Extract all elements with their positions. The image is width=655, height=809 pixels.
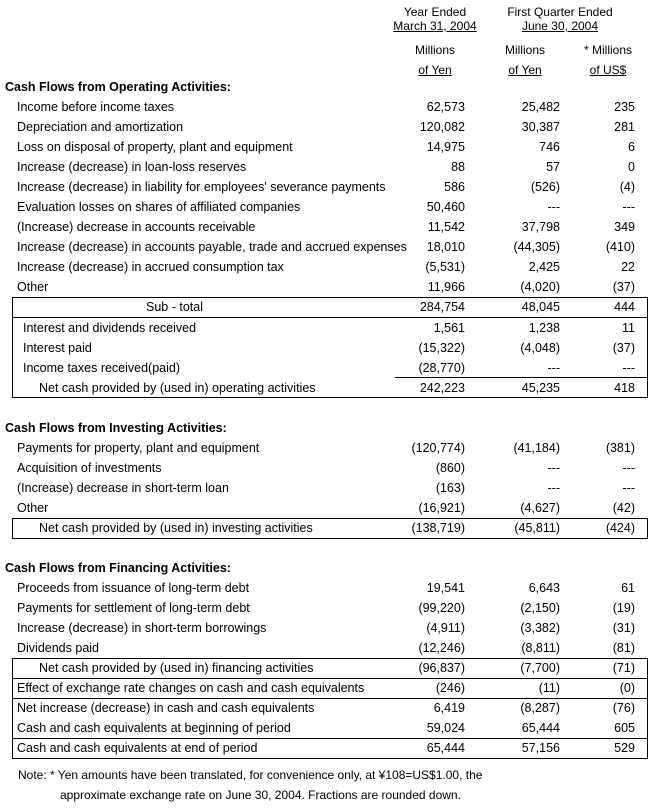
row-label: Evaluation losses on shares of affiliated companies	[17, 200, 301, 214]
table-row	[0, 277, 655, 297]
row-label: Income before income taxes	[17, 100, 175, 114]
total-row	[0, 658, 655, 678]
value-q1-usd: 61	[621, 581, 635, 595]
table-row	[0, 458, 655, 478]
value-q1-yen: ---	[547, 461, 560, 475]
table-row	[0, 177, 655, 197]
rule-line	[12, 297, 648, 298]
value-q1-yen: 45,235	[521, 381, 560, 395]
row-label: Interest paid	[23, 341, 92, 355]
value-q1-yen: 2,425	[528, 260, 560, 274]
value-q1-usd: (424)	[605, 521, 635, 535]
col3-unit	[566, 40, 650, 80]
value-q1-usd: ---	[622, 200, 635, 214]
value-fy2004: (860)	[435, 461, 465, 475]
value-q1-yen: (44,305)	[513, 240, 560, 254]
row-label: Payments for property, plant and equipment	[17, 441, 260, 455]
row-label: Cash and cash equivalents at beginning of period	[17, 721, 291, 735]
row-label: Loss on disposal of property, plant and equipment	[17, 140, 293, 154]
row-label: Cash and cash equivalents at end of period	[17, 741, 258, 755]
value-fy2004: 11,542	[427, 220, 465, 234]
value-q1-yen: (45,811)	[514, 521, 560, 535]
row-label: Increase (decrease) in short-term borrowings	[17, 621, 267, 635]
rule-line	[12, 738, 648, 739]
subtotal-row	[0, 297, 655, 317]
row-label: Net cash provided by (used in) financing activities	[39, 661, 314, 675]
value-q1-usd: 418	[614, 381, 635, 395]
table-row	[0, 358, 655, 378]
table-row	[0, 678, 655, 698]
value-q1-usd: (37)	[612, 341, 635, 355]
value-fy2004: 14,975	[426, 140, 465, 154]
section-label: Cash Flows from Financing Activities:	[5, 561, 231, 575]
value-q1-yen: (4,020)	[520, 280, 560, 294]
value-q1-usd: 11	[622, 321, 635, 335]
value-q1-yen: 25,482	[521, 100, 560, 114]
value-fy2004: 11,966	[427, 280, 465, 294]
value-fy2004: (5,531)	[425, 260, 465, 274]
value-fy2004: (15,322)	[418, 341, 465, 355]
value-q1-yen: (41,184)	[513, 441, 560, 455]
rule-line	[12, 678, 648, 679]
row-label: Proceeds from issuance of long-term debt	[17, 581, 250, 595]
value-q1-yen: 57	[546, 160, 560, 174]
table-row	[0, 438, 655, 458]
col2-unit-line4: of Yen	[508, 63, 542, 77]
section-label: Cash Flows from Operating Activities:	[5, 80, 231, 94]
row-label: Sub - total	[146, 300, 203, 314]
row-label: Income taxes received(paid)	[23, 361, 181, 375]
value-fy2004: (99,220)	[418, 601, 465, 615]
table-row	[0, 338, 655, 358]
table-border-left	[12, 518, 13, 539]
table-row	[0, 137, 655, 157]
total-row	[0, 378, 655, 398]
value-q1-usd: 349	[614, 220, 635, 234]
table-row	[0, 498, 655, 518]
col2-unit-line3: Millions	[504, 43, 545, 57]
value-q1-yen: 37,798	[521, 220, 560, 234]
value-q1-yen: 30,387	[521, 120, 560, 134]
col2-header-line2: June 30, 2004	[521, 19, 599, 33]
value-q1-usd: (381)	[605, 441, 635, 455]
row-label: Increase (decrease) in liability for employees' severance payments	[17, 180, 386, 194]
row-label: (Increase) decrease in short-term loan	[17, 481, 229, 495]
table-border-left	[12, 297, 13, 398]
table-row	[0, 197, 655, 217]
col1-unit	[395, 40, 475, 80]
col2-header-line1: First Quarter Ended	[507, 5, 613, 19]
section-heading	[0, 77, 655, 97]
table-border-right	[647, 297, 648, 398]
value-q1-usd: (37)	[612, 280, 635, 294]
rule-line	[12, 698, 648, 699]
table-row	[0, 97, 655, 117]
value-fy2004: 120,082	[419, 120, 465, 134]
col1-header-line1: Year Ended	[403, 5, 467, 19]
rule-line	[12, 758, 648, 759]
value-q1-usd: (0)	[619, 681, 635, 695]
value-fy2004: (4,911)	[426, 621, 465, 635]
value-q1-usd: (410)	[605, 240, 635, 254]
rule-line	[395, 377, 648, 378]
value-q1-yen: 746	[539, 140, 560, 154]
value-q1-yen: (2,150)	[520, 601, 560, 615]
rule-line	[12, 397, 648, 398]
value-fy2004: 19,541	[426, 581, 465, 595]
table-row	[0, 738, 655, 758]
value-fy2004: 88	[451, 160, 465, 174]
value-fy2004: 50,460	[426, 200, 465, 214]
total-row	[0, 518, 655, 538]
value-fy2004: (96,837)	[418, 661, 465, 675]
value-q1-yen: (3,382)	[520, 621, 560, 635]
value-q1-yen: 6,643	[528, 581, 560, 595]
footnote-line2: approximate exchange rate on June 30, 2004. Fractions are rounded down.	[60, 788, 461, 802]
value-q1-usd: (4)	[619, 180, 635, 194]
value-q1-yen: 1,238	[528, 321, 560, 335]
row-label: Increase (decrease) in loan-loss reserves	[17, 160, 247, 174]
value-fy2004: (28,770)	[418, 361, 465, 375]
value-q1-yen: 48,045	[521, 300, 560, 314]
value-fy2004: (16,921)	[418, 501, 465, 515]
value-q1-yen: ---	[547, 361, 560, 375]
table-row	[0, 718, 655, 738]
value-fy2004: (120,774)	[411, 441, 465, 455]
value-fy2004: 242,223	[419, 381, 465, 395]
rule-line	[12, 658, 648, 659]
value-fy2004: 18,010	[426, 240, 465, 254]
value-fy2004: 1,561	[433, 321, 465, 335]
value-q1-usd: (31)	[612, 621, 635, 635]
table-row	[0, 638, 655, 658]
value-fy2004: (163)	[435, 481, 465, 495]
table-row	[0, 618, 655, 638]
row-label: Effect of exchange rate changes on cash and cash equivalents	[17, 681, 365, 695]
value-q1-yen: (526)	[530, 180, 560, 194]
value-q1-usd: (81)	[612, 641, 635, 655]
value-q1-usd: 235	[614, 100, 635, 114]
col1-unit-line3: Millions	[414, 43, 455, 57]
value-q1-usd: 529	[614, 741, 635, 755]
col2-unit	[485, 40, 565, 80]
table-row	[0, 237, 655, 257]
table-row	[0, 318, 655, 338]
value-fy2004: 586	[444, 180, 465, 194]
row-label: Net cash provided by (used in) operating activities	[39, 381, 316, 395]
row-label: (Increase) decrease in accounts receivable	[17, 220, 256, 234]
value-q1-usd: 0	[628, 160, 635, 174]
value-q1-usd: ---	[622, 361, 635, 375]
value-fy2004: 62,573	[426, 100, 465, 114]
value-fy2004: (12,246)	[418, 641, 465, 655]
value-q1-yen: (11)	[538, 681, 560, 695]
col3-unit-line4: of US$	[589, 63, 627, 77]
row-label: Other	[17, 501, 49, 515]
table-row	[0, 478, 655, 498]
row-label: Increase (decrease) in accrued consumption tax	[17, 260, 284, 274]
section-label: Cash Flows from Investing Activities:	[5, 421, 227, 435]
table-row	[0, 257, 655, 277]
value-q1-usd: 444	[614, 300, 635, 314]
row-label: Dividends paid	[17, 641, 99, 655]
value-q1-usd: (42)	[612, 501, 635, 515]
value-q1-yen: (7,700)	[520, 661, 560, 675]
col3-unit-line3: * Millions	[583, 43, 632, 57]
footnote-line1: Note: * Yen amounts have been translated, for convenience only, at ¥108=US$1.00, the	[18, 768, 483, 782]
section-heading	[0, 418, 655, 438]
table-row	[0, 698, 655, 718]
table-row	[0, 598, 655, 618]
value-q1-yen: (4,048)	[520, 341, 560, 355]
table-row	[0, 157, 655, 177]
value-q1-yen: (8,287)	[520, 701, 560, 715]
value-q1-yen: (8,811)	[521, 641, 560, 655]
value-q1-usd: 6	[628, 140, 635, 154]
value-q1-usd: 281	[614, 120, 635, 134]
rule-line	[12, 538, 648, 539]
table-border-right	[647, 658, 648, 759]
section-heading	[0, 558, 655, 578]
value-q1-usd: 605	[614, 721, 635, 735]
table-border-left	[12, 658, 13, 759]
value-fy2004: 6,419	[433, 701, 465, 715]
row-label: Interest and dividends received	[23, 321, 197, 335]
table-border-right	[647, 518, 648, 539]
row-label: Depreciation and amortization	[17, 120, 184, 134]
rule-line	[12, 317, 648, 318]
col1-unit-line4: of Yen	[418, 63, 452, 77]
value-fy2004: 59,024	[426, 721, 465, 735]
value-q1-yen: ---	[547, 200, 560, 214]
value-q1-yen: ---	[547, 481, 560, 495]
value-q1-usd: 22	[621, 260, 635, 274]
value-q1-usd: (76)	[612, 701, 635, 715]
value-fy2004: 65,444	[426, 741, 465, 755]
table-row	[0, 217, 655, 237]
value-fy2004: (138,719)	[411, 521, 465, 535]
table-row	[0, 117, 655, 137]
value-fy2004: (246)	[435, 681, 465, 695]
col1-header-line2: March 31, 2004	[393, 19, 477, 33]
value-q1-usd: ---	[622, 461, 635, 475]
value-q1-yen: 65,444	[521, 721, 560, 735]
value-fy2004: 284,754	[419, 300, 465, 314]
value-q1-yen: (4,627)	[520, 501, 560, 515]
value-q1-yen: 57,156	[521, 741, 560, 755]
table-row	[0, 578, 655, 598]
row-label: Payments for settlement of long-term debt	[17, 601, 250, 615]
value-q1-usd: (19)	[612, 601, 635, 615]
rule-line	[12, 518, 648, 519]
row-label: Acquisition of investments	[17, 461, 162, 475]
row-label: Increase (decrease) in accounts payable, trade and accrued expenses	[17, 240, 407, 254]
value-q1-usd: ---	[622, 481, 635, 495]
value-q1-usd: (71)	[612, 661, 635, 675]
col2-header	[500, 5, 620, 33]
row-label: Net cash provided by (used in) investing activities	[39, 521, 313, 535]
row-label: Net increase (decrease) in cash and cash equivalents	[17, 701, 315, 715]
row-label: Other	[17, 280, 49, 294]
col1-header	[380, 5, 490, 33]
